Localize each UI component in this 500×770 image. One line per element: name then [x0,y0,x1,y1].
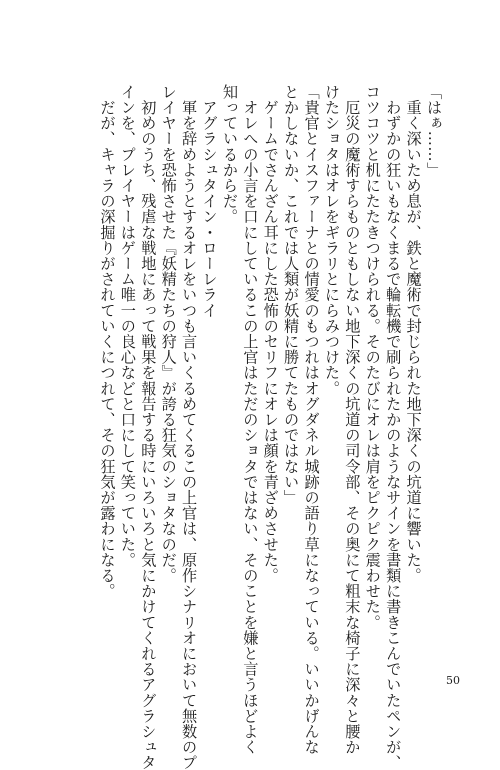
text-line: 初めのうち、残虐な戦地にあって戦果を報告する時にいろいろと気にかけてくれるアグラシュタ [139,84,158,770]
text-line: わずかの狂いもなくまるで輪転機で刷られたかのようなサインを書類に書きこんでいたペンが、 [384,84,403,770]
text-line: けたショタはオレをギラリとにらみつけた。 [322,84,341,396]
page-number: 50 [446,674,460,687]
text-line: 軍を辞めようとするオレをいつも言いくるめてくるこの上官は、原作シナリオにおいて無数のプ [180,84,199,770]
text-line: レイヤーを恐怖させた『妖精たちの狩人』が誇る狂気のショタなのだ。 [159,84,178,584]
text-line: 「はぁ……」 [425,84,443,178]
text-line: 「貴官とイスファーナとの情愛のもつれはオグダネル城跡の語り草になっている。いいかげんな [302,84,321,755]
vertical-text-body [97,84,444,770]
text-line: コツコツと机にたたきつけられる。そのたびにオレは肩をピクピク震わせた。 [363,84,382,630]
text-line: 知っているからだ。 [220,84,239,225]
text-line: 厄災の魔術すらものともしない地下深くの坑道の司令部、その奥にて粗末な椅子に深々と腰か [343,84,362,755]
text-line: とかしないか、これでは人類が妖精に勝てたものではない」 [282,84,301,506]
text-line: だが、キャラの深掘りがされていくにつれて、その狂気が露わになる。 [98,84,117,599]
text-line: ゲームでさんざん耳にした恐怖のセリフにオレは顔を青ざめさせた。 [261,84,280,584]
text-line: 重く深いため息が、鉄と魔術で封じられた地下深くの坑道に響いた。 [404,84,423,584]
text-line: アグラシュタイン・ローレライ [200,84,219,318]
text-line: インを、プレイヤーはゲーム唯一の良心などと口にして笑っていた。 [118,84,137,568]
text-line: オレへの小言を口にしているこの上官はただのショタではない、そのことを嫌と言うほどよく [241,84,260,755]
